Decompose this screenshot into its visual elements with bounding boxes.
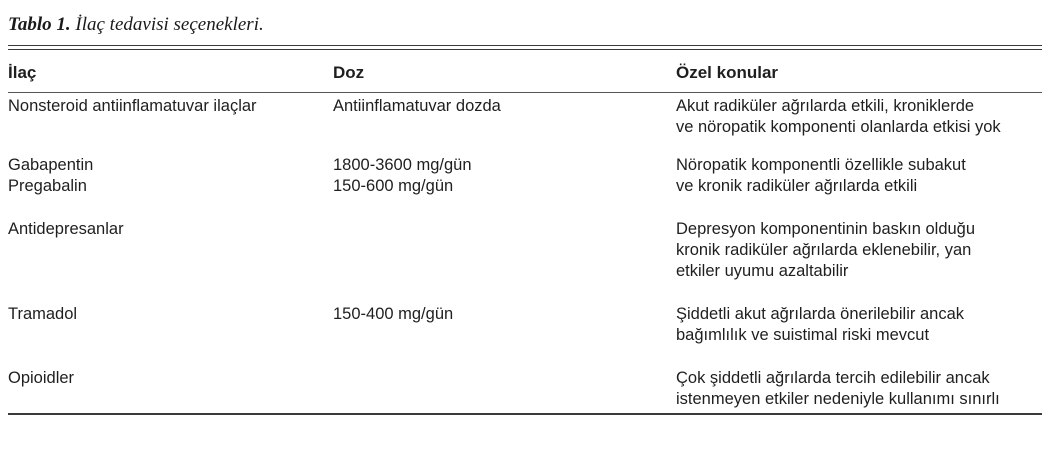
cell-dose: [333, 368, 676, 412]
cell-line: 150-400 mg/gün: [333, 305, 454, 323]
cell-line: Antidepresanlar: [8, 220, 124, 238]
cell-line: ve kronik radiküler ağrılarda etkili: [676, 177, 918, 195]
top-rule-2: [8, 49, 1042, 50]
table-caption-label: Tablo 1.: [8, 14, 71, 35]
cell-line: Depresyon komponentinin baskın olduğu: [676, 220, 976, 238]
header-drug: İlaç: [8, 63, 37, 82]
cell-drug: [8, 304, 333, 368]
top-rule-1: [8, 45, 1042, 46]
cell-line: Tramadol: [8, 305, 78, 323]
cell-line: Opioidler: [8, 369, 75, 387]
drug-options-table: [8, 58, 1042, 412]
cell-notes: [676, 304, 1042, 368]
cell-notes: [676, 155, 1042, 219]
cell-drug: [8, 155, 333, 219]
table-caption: [8, 14, 264, 36]
cell-notes: [676, 219, 1042, 304]
cell-line: Antiinflamatuvar dozda: [333, 97, 501, 115]
cell-dose: [333, 155, 676, 219]
header-notes: Özel konular: [676, 63, 779, 82]
cell-dose: [333, 96, 676, 155]
cell-line: Nöropatik komponentli özellikle subakut: [676, 156, 966, 174]
table-row: [8, 219, 1042, 304]
cell-line: Şiddetli akut ağrılarda önerilebilir ancak: [676, 305, 964, 323]
cell-line: Gabapentin: [8, 156, 94, 174]
table-row: [8, 304, 1042, 368]
cell-line: Pregabalin: [8, 177, 87, 195]
table-row: [8, 155, 1042, 219]
cell-drug: [8, 368, 333, 412]
cell-drug: [8, 219, 333, 304]
table-row: [8, 96, 1042, 155]
cell-line: 1800-3600 mg/gün: [333, 156, 472, 174]
cell-line: Çok şiddetli ağrılarda tercih edilebilir ancak: [676, 369, 990, 387]
cell-line: istenmeyen etkiler nedeniyle kullanımı sınırlı: [676, 390, 1000, 408]
cell-dose: [333, 304, 676, 368]
header-dose: Doz: [333, 63, 365, 82]
table-header-row: [8, 58, 1042, 96]
cell-notes: [676, 96, 1042, 155]
cell-drug: [8, 96, 333, 155]
cell-line: ve nöropatik komponenti olanlarda etkisi yok: [676, 118, 1001, 136]
cell-line: etkiler uyumu azaltabilir: [676, 262, 849, 280]
bottom-rule: [8, 413, 1042, 415]
cell-line: Akut radiküler ağrılarda etkili, kroniklerde: [676, 97, 975, 115]
cell-line: 150-600 mg/gün: [333, 177, 454, 195]
cell-line: bağımlılık ve suistimal riski mevcut: [676, 326, 930, 344]
table-caption-text: İlaç tedavisi seçenekleri.: [75, 14, 264, 35]
cell-line: kronik radiküler ağrılarda eklenebilir, yan: [676, 241, 972, 259]
table-row: [8, 368, 1042, 412]
cell-dose: [333, 219, 676, 304]
cell-line: Nonsteroid antiinflamatuvar ilaçlar: [8, 97, 257, 115]
cell-notes: [676, 368, 1042, 412]
